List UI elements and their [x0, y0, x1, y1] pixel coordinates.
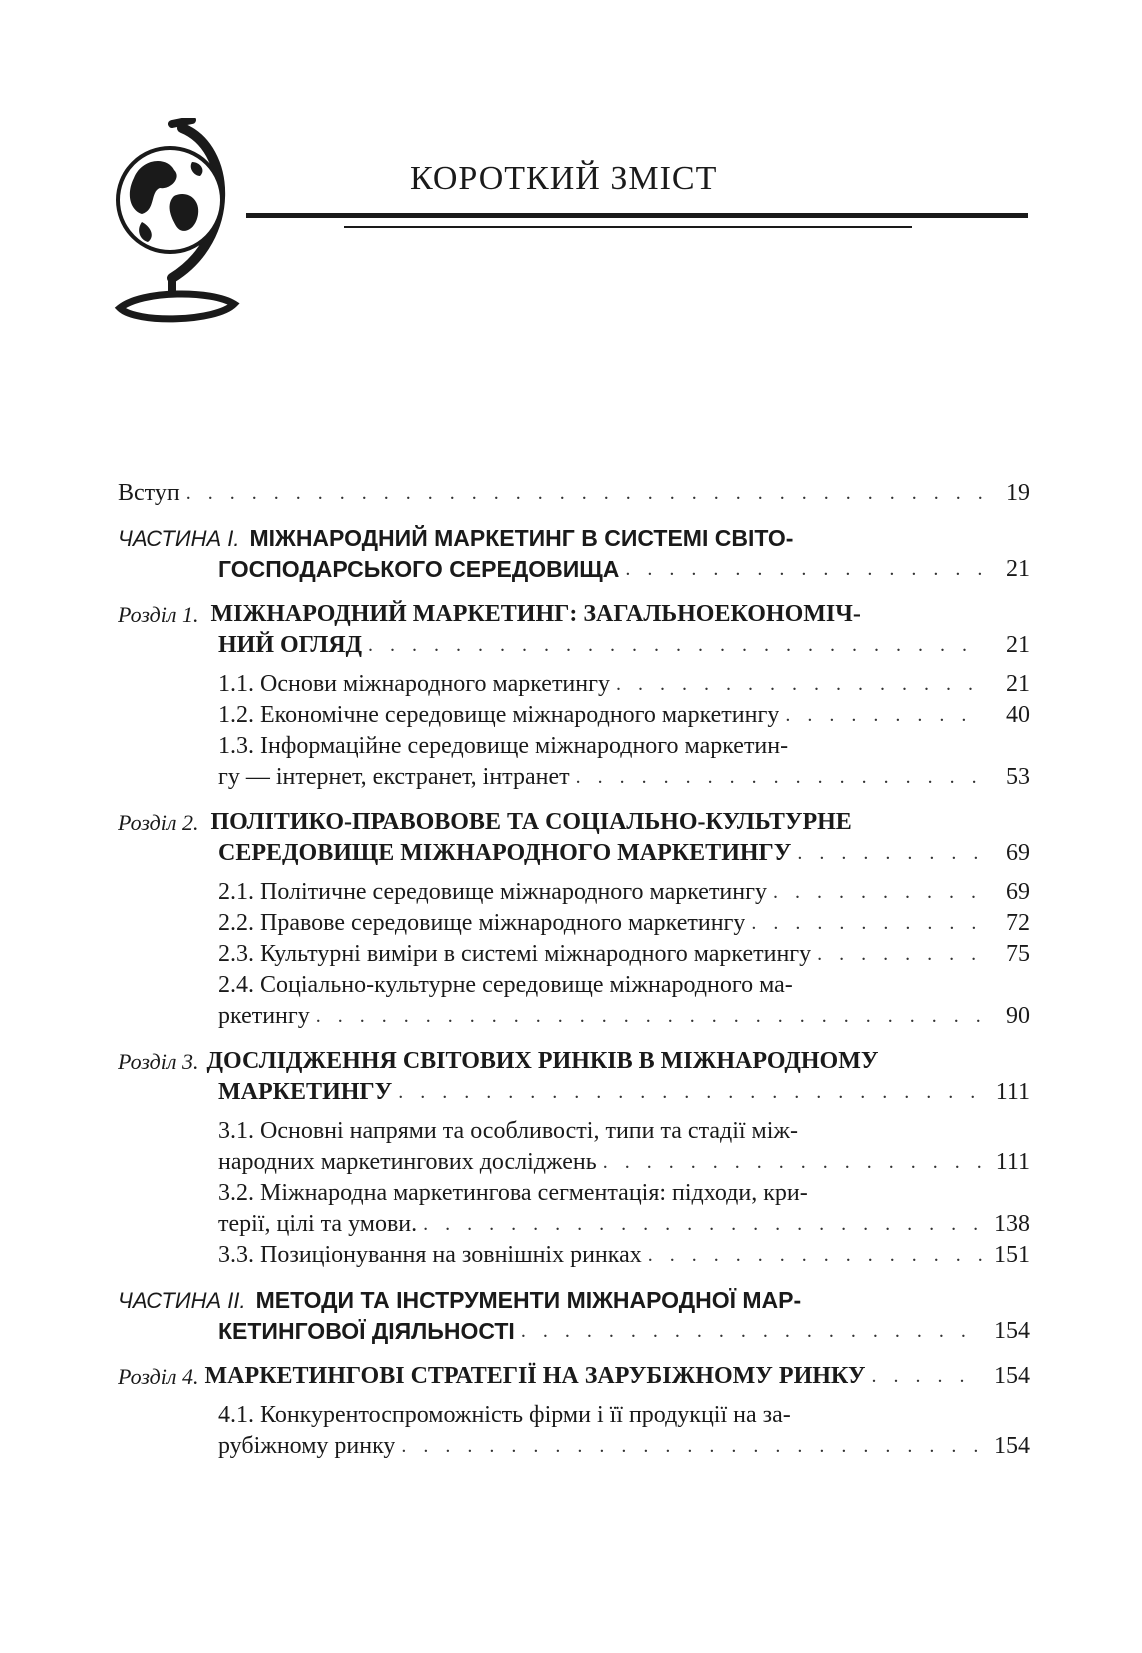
- subentry-title: 1.2. Економічне середовище міжнародного маркетингу: [218, 702, 780, 728]
- section-label: Розділ 1.: [118, 602, 199, 627]
- table-of-contents: [118, 478, 1030, 1462]
- subentry-title: 3.3. Позиціонування на зовнішніх ринках: [218, 1242, 642, 1268]
- dot-leader: [310, 1001, 982, 1032]
- toc-page-number: 111: [995, 1149, 1030, 1175]
- toc-subentry[interactable]: [118, 1240, 1030, 1271]
- toc-entry-part-2[interactable]: [118, 1285, 1030, 1347]
- toc-subentry[interactable]: [118, 939, 1030, 970]
- toc-page-number: 154: [994, 1433, 1030, 1459]
- dot-leader: [392, 1077, 982, 1108]
- toc-page-number: 69: [1006, 840, 1030, 866]
- toc-entry-part-1[interactable]: [118, 523, 1030, 585]
- dot-leader: [865, 1361, 982, 1392]
- part-title-line-2: КЕТИНГОВОЇ ДІЯЛЬНОСТІ: [218, 1318, 515, 1344]
- part-title-line-1: МЕТОДИ ТА ІНСТРУМЕНТИ МІЖНАРОДНОЇ МАР-: [255, 1287, 802, 1313]
- toc-entry-section-4[interactable]: [118, 1361, 1030, 1392]
- header-rule-thin: [344, 226, 912, 228]
- dot-leader: [515, 1316, 982, 1347]
- subentry-title-line-1: 1.3. Інформаційне середовище міжнародного маркетин-: [218, 733, 789, 759]
- toc-page-number: 53: [1006, 764, 1030, 790]
- toc-page-number: 19: [1006, 480, 1030, 506]
- toc-subentry[interactable]: [118, 1116, 1030, 1178]
- section-label: Розділ 4.: [118, 1364, 199, 1389]
- subentry-title-line-1: 2.4. Соціально-культурне середовище міжнародного ма-: [218, 972, 793, 998]
- dot-leader: [570, 762, 982, 793]
- dot-leader: [811, 939, 982, 970]
- subentry-title: 2.3. Культурні виміри в системі міжнародного маркетингу: [218, 941, 812, 967]
- dot-leader: [619, 554, 982, 585]
- subentry-title-line-1: 3.2. Міжнародна маркетингова сегментація: підходи, кри-: [218, 1180, 808, 1206]
- toc-page-number: 154: [994, 1318, 1030, 1344]
- subentry-title-line-2: ркетингу: [218, 1003, 310, 1029]
- toc-page-number: 72: [1006, 910, 1030, 936]
- subentry-title-line-2: гу — інтернет, екстранет, інтранет: [218, 764, 570, 790]
- toc-page-number: 151: [994, 1242, 1030, 1268]
- toc-page-number: 21: [1006, 632, 1030, 658]
- globe-icon: [112, 118, 252, 323]
- section-label: Розділ 2.: [118, 810, 199, 835]
- section-title-line-2: МАРКЕТИНГУ: [218, 1079, 393, 1105]
- section-title-line-1: ПОЛІТИКО-ПРАВОВОВЕ ТА СОЦІАЛЬНО-КУЛЬТУРНЕ: [210, 809, 852, 835]
- dot-leader: [395, 1431, 982, 1462]
- subentry-title: 2.1. Політичне середовище міжнародного маркетингу: [218, 879, 767, 905]
- part-label: ЧАСТИНА I.: [118, 526, 240, 551]
- section-title-line-2: СЕРЕДОВИЩЕ МІЖНАРОДНОГО МАРКЕТИНГУ: [218, 840, 792, 866]
- dot-leader: [767, 877, 982, 908]
- dot-leader: [745, 908, 982, 939]
- page-title: КОРОТКИЙ ЗМІСТ: [410, 160, 718, 197]
- section-title: МАРКЕТИНГОВІ СТРАТЕГІЇ НА ЗАРУБІЖНОМУ РИНКУ: [204, 1363, 866, 1389]
- part-label: ЧАСТИНА II.: [118, 1288, 246, 1313]
- header-rule-thick: [246, 213, 1028, 218]
- dot-leader: [791, 838, 982, 869]
- section-title-line-2: НИЙ ОГЛЯД: [218, 632, 363, 658]
- dot-leader: [610, 669, 982, 700]
- toc-subentry[interactable]: [118, 1400, 1030, 1462]
- section-title-line-1: МІЖНАРОДНИЙ МАРКЕТИНГ: ЗАГАЛЬНОЕКОНОМІЧ-: [210, 601, 861, 627]
- toc-subentry[interactable]: [118, 700, 1030, 731]
- toc-entry-label: Вступ: [118, 480, 180, 506]
- toc-page-number: 138: [994, 1211, 1030, 1237]
- toc-entry-section-3[interactable]: [118, 1046, 1030, 1108]
- dot-leader: [417, 1209, 982, 1240]
- toc-entry-section-2[interactable]: [118, 807, 1030, 869]
- toc-subentry[interactable]: [118, 669, 1030, 700]
- toc-page-number: 69: [1006, 879, 1030, 905]
- dot-leader: [779, 700, 982, 731]
- page-header: [0, 0, 1142, 320]
- toc-subentry[interactable]: [118, 877, 1030, 908]
- part-title-line-1: МІЖНАРОДНИЙ МАРКЕТИНГ В СИСТЕМІ СВІТО-: [249, 525, 794, 551]
- toc-page-number: 21: [1006, 556, 1030, 582]
- toc-page-number: 40: [1006, 702, 1030, 728]
- dot-leader: [180, 478, 982, 509]
- dot-leader: [362, 630, 982, 661]
- subentry-title-line-2: народних маркетингових досліджень: [218, 1149, 597, 1175]
- subentry-title-line-2: терії, цілі та умови.: [218, 1211, 418, 1237]
- toc-page-number: 75: [1006, 941, 1030, 967]
- subentry-title: 2.2. Правове середовище міжнародного маркетингу: [218, 910, 746, 936]
- toc-subentry[interactable]: [118, 970, 1030, 1032]
- subentry-title-line-1: 4.1. Конкурентоспроможність фірми і її продукції на за-: [218, 1402, 791, 1428]
- subentry-title-line-2: рубіжному ринку: [218, 1433, 396, 1459]
- toc-subentry[interactable]: [118, 908, 1030, 939]
- dot-leader: [597, 1147, 982, 1178]
- toc-page-number: 90: [1006, 1003, 1030, 1029]
- toc-entry-section-1[interactable]: [118, 599, 1030, 661]
- subentry-title: 1.1. Основи міжнародного маркетингу: [218, 671, 610, 697]
- part-title-line-2: ГОСПОДАРСЬКОГО СЕРЕДОВИЩА: [218, 556, 620, 582]
- dot-leader: [642, 1240, 982, 1271]
- toc-page-number: 111: [995, 1079, 1030, 1105]
- section-label: Розділ 3.: [118, 1049, 199, 1074]
- toc-subentry[interactable]: [118, 1178, 1030, 1240]
- toc-page-number: 21: [1006, 671, 1030, 697]
- toc-subentry[interactable]: [118, 731, 1030, 793]
- section-title-line-1: ДОСЛІДЖЕННЯ СВІТОВИХ РИНКІВ В МІЖНАРОДНОМУ: [206, 1048, 879, 1074]
- subentry-title-line-1: 3.1. Основні напрями та особливості, типи та стадії між-: [218, 1118, 798, 1144]
- toc-entry-intro[interactable]: [118, 478, 1030, 509]
- toc-page-number: 154: [994, 1363, 1030, 1389]
